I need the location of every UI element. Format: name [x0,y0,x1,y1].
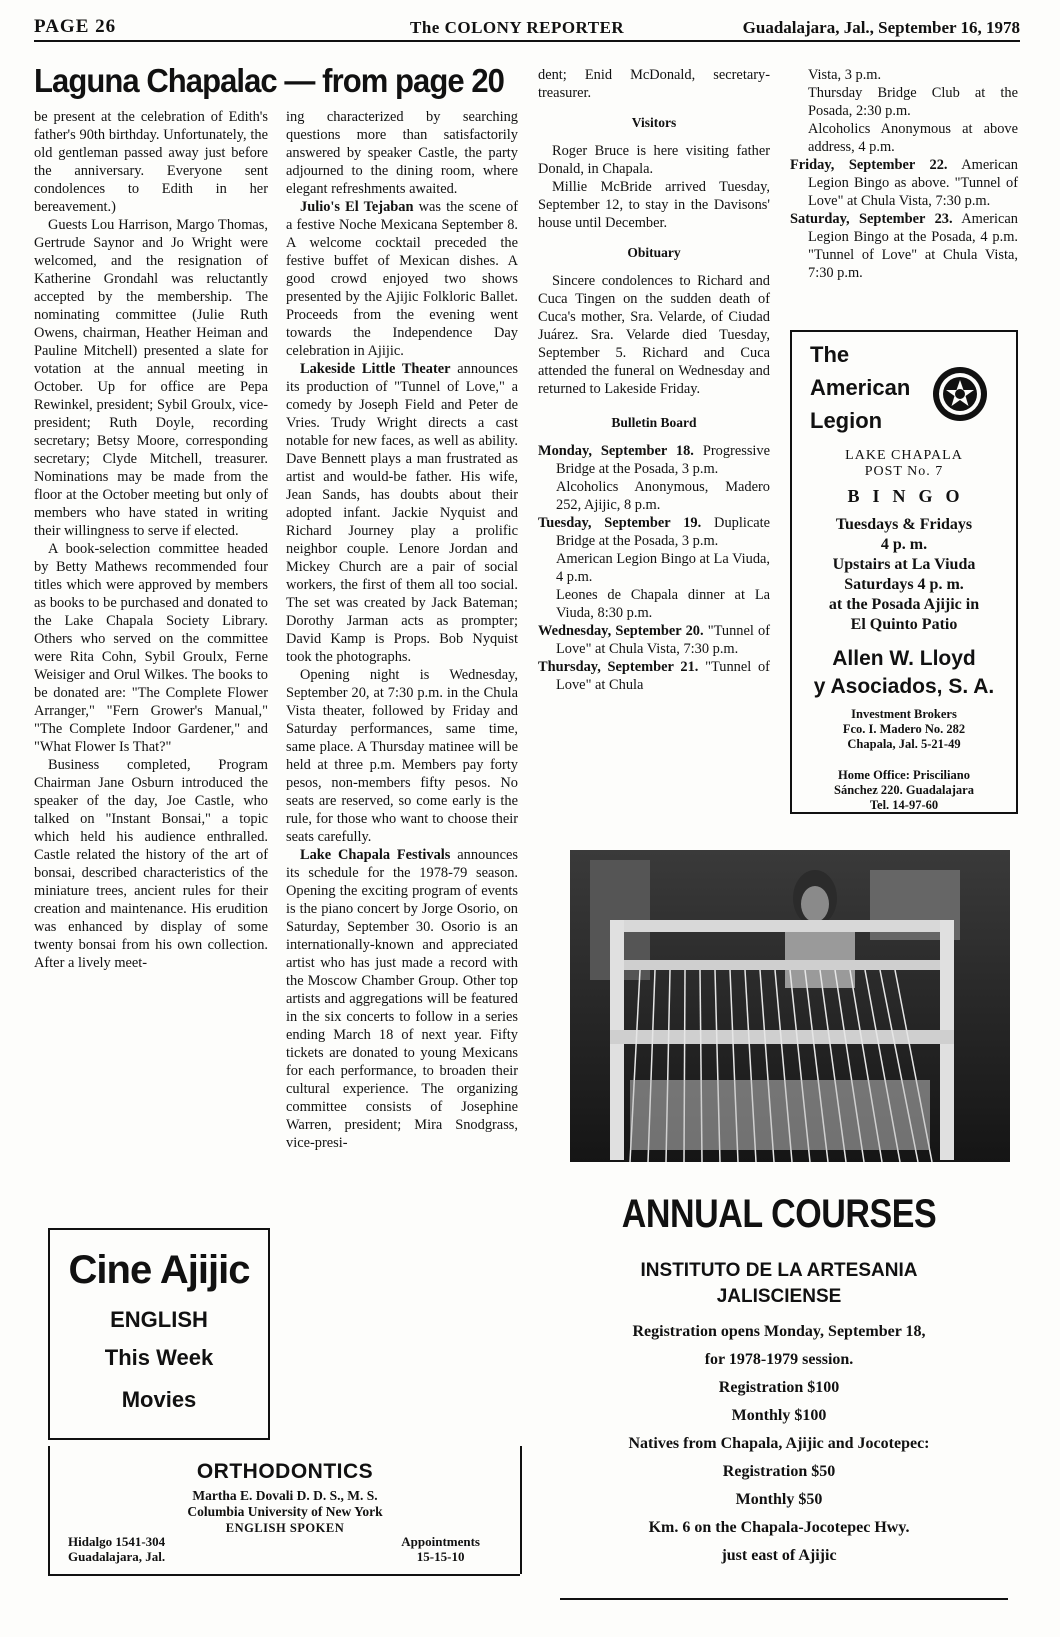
bulletin-item: Monday, September 18. Progressive Bridge at the Posada, 3 p.m. [538,443,770,477]
divider [48,1574,520,1576]
section-title-obituary: Obituary [627,245,681,260]
ortho-line: ENGLISH SPOKEN [225,1521,345,1535]
legion-sub-2: POST No. 7 [864,464,944,479]
schedule-line: Upstairs at La Viuda [832,556,976,573]
home-office: Home Office: Prisciliano [838,768,970,782]
broker-type: Investment Brokers [851,707,957,721]
woman-at-loom-photo [570,850,1010,1162]
divider [560,1598,1008,1600]
article-column-2 [286,108,518,1152]
course-line: Km. 6 on the Chapala-Jocotepec Hwy. [648,1519,910,1536]
dateline: Guadalajara, Jal., September 16, 1978 [742,18,1020,37]
course-line: for 1978-1979 session. [704,1351,854,1368]
schedule-line: El Quinto Patio [850,616,958,633]
legion-title-line: American [810,375,911,400]
ortho-address: Hidalgo 1541-304 Guadalajara, Jal. [68,1534,166,1564]
paragraph: dent; Enid McDonald, secretary-treasurer. [538,67,770,101]
broker-name: Allen W. Lloyd y Asociados, S. A. [813,647,995,698]
bulletin-item: Thursday Bridge Club at the Posada, 2:30 p.m. [808,85,1018,119]
page-number: PAGE 26 [34,16,117,37]
bulletin-item: American Legion Bingo at La Viuda, 4 p.m. [556,551,770,585]
course-line: Registration $100 [718,1379,840,1396]
course-line: Registration $50 [722,1463,836,1480]
annual-courses-ad [550,850,1008,1604]
paragraph: Opening night is Wednesday, September 20, at 7:30 p.m. in the Chula Vista theater, followed by Friday and Saturday performances, same time, same place. A Thursday matinee will be held at three p.m. Members pay forty pesos, non-members fifty pesos. No seats are reserved, so come early is the rule, for those who want to choose their seats carefully. [286,667,518,845]
cine-line: This Week [104,1345,214,1370]
bingo-label: BINGO [847,486,973,506]
home-office: Sánchez 220. Guadalajara [834,783,974,797]
bulletin-item: Alcoholics Anonymous, Madero 252, Ajijic, 8 p.m. [556,479,770,513]
ortho-line: Columbia University of New York [187,1504,383,1519]
institute-name: INSTITUTO DE LA ARTESANIA JALISCIENSE [640,1260,918,1307]
ortho-line: Martha E. Dovali D. D. S., M. S. [192,1488,378,1503]
paragraph: A book-selection committee headed by Betty Mathews recommended four titles which were approved by members as books to be purchased and donated to the Lake Chapala Society Library. Others who served on the committee were Rita Cohn, Sybil Groulx, Ferne Weisiger and Orul Wilkes. The books to be donated are: "The Complete Flower Arranger," "Fern Grower's Manual," "The Complete Indoor Gardener," and "What Flower Is That?" [34,541,268,755]
item-lead: Lake Chapala Festivals [300,847,451,863]
ortho-appointments: Appointments 15-15-10 [401,1534,480,1564]
legion-sub-1: LAKE CHAPALA [845,448,963,463]
schedule-line: 4 p. m. [880,536,928,553]
bulletin-item: Wednesday, September 20. "Tunnel of Love" at Chula Vista, 7:30 p.m. [538,623,770,657]
bulletin-item: Leones de Chapala dinner at La Viuda, 8:30 p.m. [556,587,770,621]
home-office: Tel. 14-97-60 [869,798,939,812]
orthodontics-ad [48,1446,522,1574]
annual-courses-title: ANNUAL COURSES [621,1192,937,1236]
bulletin-item: Saturday, September 23. American Legion Bingo at the Posada, 4 p.m. "Tunnel of Love" at Chula Vista, 7:30 p.m. [790,211,1019,281]
item-lead: Julio's El Tejaban [300,199,414,215]
paragraph: ing characterized by searching questions more than satisfactorily answered by speaker Castle, the party adjourned to the dining room, where elegant refreshments awaited. [286,109,518,197]
bulletin-item: Vista, 3 p.m. [808,67,882,83]
course-line: Monthly $100 [731,1407,827,1424]
ortho-title: ORTHODONTICS [196,1460,374,1483]
bulletin-item: Alcoholics Anonymous at above address, 4 p.m. [808,121,1018,155]
american-legion-ad [790,330,1018,814]
paragraph: Sincere condolences to Richard and Cuca Tingen on the sudden death of Cuca's mother, Sra. Velarde, of Ciudad Juárez. Sra. Velarde died Tuesday, September 5. Richard and Cuca attended the funeral on Wednesday and returned to Lakeside Friday. [538,273,770,397]
paragraph: be present at the celebration of Edith's father's 90th birthday. Unfortunately, the old gentleman passed away just before the anniversary. Everyone sent condolences to Edith in her bereavement.) [34,109,268,215]
article-headline: Laguna Chapalac — from page 20 [34,62,504,99]
schedule-line: Saturdays 4 p. m. [844,576,964,593]
paragraph: Guests Lou Harrison, Margo Thomas, Gertrude Saynor and Jo Wright were welcomed, and the resignation of Katherine Grondahl was reluctantly accepted by the membership. The nominating committee (Julie Ruth Owens, chairman, Heather Heiman and Pauline Mitchell) presented a slate for votation at the annual meeting in October. Up for office are Pepa Rewinkel, president; Sybil Groulx, vice-president; Ruth Doyle, recording secretary; Betsy Moore, corresponding secretary; Clyde Mitchell, treasurer. Nominations may be made from the floor at the October meeting but only of members who have stated in writing their willingness to serve if elected. [34,217,268,539]
american-legion-emblem-icon [932,366,988,422]
loom-photo-icon [570,850,1010,1162]
course-line: Monthly $50 [735,1491,823,1508]
section-title-visitors: Visitors [631,115,677,130]
schedule-line: at the Posada Ajijic in [828,596,980,613]
section-title-bulletin: Bulletin Board [611,415,697,430]
cine-ajijic-ad [48,1228,270,1440]
bulletin-item: Tuesday, September 19. Duplicate Bridge at the Posada, 3 p.m. [538,515,770,549]
course-details [550,1318,1008,1570]
course-line: just east of Ajijic [721,1547,837,1564]
paragraph: Lakeside Little Theater announces its production of "Tunnel of Love," a comedy by Joseph Field and Peter de Vries. Trudy Wright directs a cast notable for new faces, as well as ability. Dave Bennett plays a man frustrated as artist and would-be father. His wife, Jean Sands, has doubts about their adopted infant. Jackie Nyquist and Richard Journey play a prolific neighbor couple. Lenore Jordan and Mickey Church are a pair of social workers, the first of them all too social. The set was created by Jack Bateman; Dorothy Jarman acts as prompter; David Kamp is Props. Bob Nyquist took the photographs. [286,361,518,665]
legion-title-line: The [810,342,850,367]
cine-title: Cine Ajijic [68,1248,250,1292]
course-line: Natives from Chapala, Ajijic and Jocotepec: [628,1435,930,1452]
course-line: Registration opens Monday, September 18, [632,1323,926,1340]
article-column-4 [790,66,1018,282]
masthead [34,12,1020,42]
paper-name: The COLONY REPORTER [410,18,625,37]
paragraph: Millie McBride arrived Tuesday, September 12, to stay in the Davisons' house until December. [538,179,770,231]
cine-line: Movies [121,1387,197,1412]
paragraph: Lake Chapala Festivals announces its schedule for the 1978-79 season. Opening the exciting program of events is the piano concert by Jorge Osorio, on Saturday, September 30. Osorio is an internationally-known and appreciated artist who has just made a record with the Moscow Chamber Group. Other top artists and aggregations will be featured in the six concerts to follow in a series ending March 18 of next year. Fifty tickets are donated to young Mexicans for each performance, to broaden their cultural experience. The organizing committee consists of Josephine Warren, president; Mira Snodgrass, vice-presi- [286,847,519,1151]
paragraph: Business completed, Program Chairman Jane Osburn introduced the speaker of the day, Joe Castle, who talked on "Instant Bonsai," a topic which held his audience enthralled. Castle related the history of the art of bonsai, described characteristics of the miniature trees, ancient rules for their creation and maintenance. His erudition was enhanced by display of some twenty bonsai from his own collection. After a lively meet- [34,757,268,971]
bulletin-item: Friday, September 22. American Legion Bingo as above. "Tunnel of Love" at Chula Vista, 7:30 p.m. [790,157,1018,209]
paragraph: Julio's El Tejaban was the scene of a festive Noche Mexicana September 8. A welcome cocktail preceded the festive buffet of Mexican dishes. A good crowd enjoyed two shows presented by the Ajijic Folkloric Ballet. Proceeds from the evening went towards the Independence Day celebration in Ajijic. [286,199,518,359]
article-column-1 [34,108,268,972]
broker-address: Chapala, Jal. 5-21-49 [847,737,961,751]
paragraph: Roger Bruce is here visiting father Donald, in Chapala. [538,143,770,177]
cine-line: ENGLISH [110,1307,208,1332]
item-lead: Lakeside Little Theater [300,361,451,377]
schedule-line: Tuesdays & Fridays [835,516,973,533]
legion-title-line: Legion [810,408,883,433]
broker-address: Fco. I. Madero No. 282 [842,722,966,736]
article-column-3 [538,66,770,694]
bulletin-item: Thursday, September 21. "Tunnel of Love" at Chula [538,659,770,693]
